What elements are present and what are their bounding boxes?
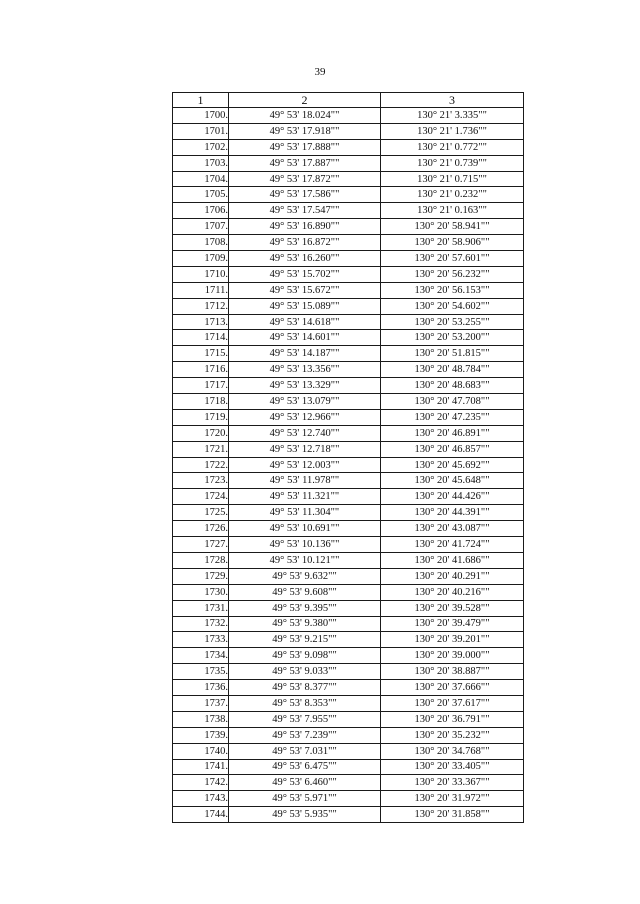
longitude-cell: 130° 20' 44.426""	[381, 489, 524, 505]
table-row	[173, 457, 524, 473]
latitude-cell: 49° 53' 10.136""	[229, 537, 381, 553]
point-number-cell: 1736.	[173, 680, 229, 696]
longitude-cell: 130° 20' 33.367""	[381, 775, 524, 791]
table-row	[173, 584, 524, 600]
point-number-cell: 1722.	[173, 457, 229, 473]
longitude-cell: 130° 20' 35.232""	[381, 727, 524, 743]
latitude-cell: 49° 53' 9.608""	[229, 584, 381, 600]
point-number-cell: 1725.	[173, 505, 229, 521]
table-row	[173, 123, 524, 139]
longitude-cell: 130° 20' 53.255""	[381, 314, 524, 330]
latitude-cell: 49° 53' 15.089""	[229, 298, 381, 314]
latitude-cell: 49° 53' 17.888""	[229, 139, 381, 155]
point-number-cell: 1702.	[173, 139, 229, 155]
table-row	[173, 711, 524, 727]
table-row	[173, 314, 524, 330]
table-header-row	[173, 93, 524, 108]
table-row	[173, 251, 524, 267]
point-number-cell: 1732.	[173, 616, 229, 632]
point-number-cell: 1726.	[173, 521, 229, 537]
table-row	[173, 394, 524, 410]
point-number-cell: 1711.	[173, 282, 229, 298]
point-number-cell: 1700.	[173, 108, 229, 124]
point-number-cell: 1742.	[173, 775, 229, 791]
table-row	[173, 552, 524, 568]
point-number-cell: 1739.	[173, 727, 229, 743]
point-number-cell: 1733.	[173, 632, 229, 648]
table-row	[173, 378, 524, 394]
longitude-cell: 130° 20' 39.201""	[381, 632, 524, 648]
point-number-cell: 1728.	[173, 552, 229, 568]
longitude-cell: 130° 21' 0.232""	[381, 187, 524, 203]
point-number-cell: 1719.	[173, 409, 229, 425]
latitude-cell: 49° 53' 17.872""	[229, 171, 381, 187]
latitude-cell: 49° 53' 10.121""	[229, 552, 381, 568]
latitude-cell: 49° 53' 15.702""	[229, 266, 381, 282]
table-body	[173, 108, 524, 823]
table-row	[173, 425, 524, 441]
latitude-cell: 49° 53' 13.356""	[229, 362, 381, 378]
longitude-cell: 130° 20' 33.405""	[381, 759, 524, 775]
latitude-cell: 49° 53' 9.098""	[229, 648, 381, 664]
latitude-cell: 49° 53' 5.935""	[229, 807, 381, 823]
latitude-cell: 49° 53' 9.632""	[229, 568, 381, 584]
table-row	[173, 743, 524, 759]
point-number-cell: 1707.	[173, 219, 229, 235]
latitude-cell: 49° 53' 12.718""	[229, 441, 381, 457]
latitude-cell: 49° 53' 12.740""	[229, 425, 381, 441]
table-row	[173, 282, 524, 298]
point-number-cell: 1712.	[173, 298, 229, 314]
latitude-cell: 49° 53' 9.380""	[229, 616, 381, 632]
latitude-cell: 49° 53' 7.239""	[229, 727, 381, 743]
latitude-cell: 49° 53' 11.978""	[229, 473, 381, 489]
latitude-cell: 49° 53' 6.460""	[229, 775, 381, 791]
point-number-cell: 1740.	[173, 743, 229, 759]
latitude-cell: 49° 53' 14.618""	[229, 314, 381, 330]
point-number-cell: 1729.	[173, 568, 229, 584]
latitude-cell: 49° 53' 18.024""	[229, 108, 381, 124]
longitude-cell: 130° 20' 58.941""	[381, 219, 524, 235]
point-number-cell: 1704.	[173, 171, 229, 187]
longitude-cell: 130° 20' 48.784""	[381, 362, 524, 378]
table-row	[173, 171, 524, 187]
column-header-longitude: 3	[381, 93, 524, 108]
point-number-cell: 1721.	[173, 441, 229, 457]
point-number-cell: 1710.	[173, 266, 229, 282]
longitude-cell: 130° 20' 45.692""	[381, 457, 524, 473]
latitude-cell: 49° 53' 17.918""	[229, 123, 381, 139]
point-number-cell: 1718.	[173, 394, 229, 410]
table-row	[173, 775, 524, 791]
longitude-cell: 130° 20' 51.815""	[381, 346, 524, 362]
latitude-cell: 49° 53' 9.215""	[229, 632, 381, 648]
longitude-cell: 130° 20' 53.200""	[381, 330, 524, 346]
point-number-cell: 1703.	[173, 155, 229, 171]
table-row	[173, 680, 524, 696]
point-number-cell: 1731.	[173, 600, 229, 616]
latitude-cell: 49° 53' 11.304""	[229, 505, 381, 521]
table-row	[173, 219, 524, 235]
point-number-cell: 1709.	[173, 251, 229, 267]
table-row	[173, 616, 524, 632]
longitude-cell: 130° 20' 39.000""	[381, 648, 524, 664]
point-number-cell: 1717.	[173, 378, 229, 394]
latitude-cell: 49° 53' 17.547""	[229, 203, 381, 219]
table-row	[173, 139, 524, 155]
latitude-cell: 49° 53' 12.966""	[229, 409, 381, 425]
table-row	[173, 346, 524, 362]
table-row	[173, 632, 524, 648]
longitude-cell: 130° 21' 0.163""	[381, 203, 524, 219]
point-number-cell: 1706.	[173, 203, 229, 219]
latitude-cell: 49° 53' 16.890""	[229, 219, 381, 235]
latitude-cell: 49° 53' 7.955""	[229, 711, 381, 727]
longitude-cell: 130° 20' 58.906""	[381, 235, 524, 251]
table-row	[173, 187, 524, 203]
point-number-cell: 1737.	[173, 695, 229, 711]
point-number-cell: 1705.	[173, 187, 229, 203]
latitude-cell: 49° 53' 9.033""	[229, 664, 381, 680]
table-row	[173, 727, 524, 743]
longitude-cell: 130° 20' 39.479""	[381, 616, 524, 632]
longitude-cell: 130° 21' 0.739""	[381, 155, 524, 171]
point-number-cell: 1735.	[173, 664, 229, 680]
latitude-cell: 49° 53' 9.395""	[229, 600, 381, 616]
longitude-cell: 130° 20' 31.972""	[381, 791, 524, 807]
table-row	[173, 600, 524, 616]
longitude-cell: 130° 20' 46.857""	[381, 441, 524, 457]
longitude-cell: 130° 21' 1.736""	[381, 123, 524, 139]
point-number-cell: 1716.	[173, 362, 229, 378]
latitude-cell: 49° 53' 14.601""	[229, 330, 381, 346]
point-number-cell: 1713.	[173, 314, 229, 330]
latitude-cell: 49° 53' 6.475""	[229, 759, 381, 775]
longitude-cell: 130° 21' 0.772""	[381, 139, 524, 155]
column-header-number: 1	[173, 93, 229, 108]
point-number-cell: 1723.	[173, 473, 229, 489]
table-row	[173, 203, 524, 219]
longitude-cell: 130° 20' 54.602""	[381, 298, 524, 314]
table-row	[173, 473, 524, 489]
table-row	[173, 362, 524, 378]
latitude-cell: 49° 53' 11.321""	[229, 489, 381, 505]
table-row	[173, 409, 524, 425]
point-number-cell: 1743.	[173, 791, 229, 807]
longitude-cell: 130° 20' 37.617""	[381, 695, 524, 711]
longitude-cell: 130° 20' 36.791""	[381, 711, 524, 727]
longitude-cell: 130° 20' 56.232""	[381, 266, 524, 282]
table-row	[173, 537, 524, 553]
longitude-cell: 130° 20' 44.391""	[381, 505, 524, 521]
table-row	[173, 807, 524, 823]
latitude-cell: 49° 53' 17.887""	[229, 155, 381, 171]
point-number-cell: 1715.	[173, 346, 229, 362]
latitude-cell: 49° 53' 7.031""	[229, 743, 381, 759]
longitude-cell: 130° 20' 41.724""	[381, 537, 524, 553]
table-row	[173, 695, 524, 711]
table-row	[173, 568, 524, 584]
longitude-cell: 130° 20' 57.601""	[381, 251, 524, 267]
longitude-cell: 130° 20' 38.887""	[381, 664, 524, 680]
table-row	[173, 266, 524, 282]
longitude-cell: 130° 20' 37.666""	[381, 680, 524, 696]
table-row	[173, 791, 524, 807]
longitude-cell: 130° 20' 56.153""	[381, 282, 524, 298]
table-row	[173, 664, 524, 680]
point-number-cell: 1738.	[173, 711, 229, 727]
table-row	[173, 330, 524, 346]
latitude-cell: 49° 53' 16.260""	[229, 251, 381, 267]
table-row	[173, 489, 524, 505]
latitude-cell: 49° 53' 5.971""	[229, 791, 381, 807]
table-row	[173, 648, 524, 664]
longitude-cell: 130° 20' 45.648""	[381, 473, 524, 489]
point-number-cell: 1714.	[173, 330, 229, 346]
latitude-cell: 49° 53' 17.586""	[229, 187, 381, 203]
latitude-cell: 49° 53' 14.187""	[229, 346, 381, 362]
longitude-cell: 130° 20' 47.235""	[381, 409, 524, 425]
point-number-cell: 1744.	[173, 807, 229, 823]
table-row	[173, 155, 524, 171]
table-row	[173, 108, 524, 124]
column-header-latitude: 2	[229, 93, 381, 108]
longitude-cell: 130° 20' 40.216""	[381, 584, 524, 600]
longitude-cell: 130° 20' 43.087""	[381, 521, 524, 537]
point-number-cell: 1701.	[173, 123, 229, 139]
latitude-cell: 49° 53' 13.079""	[229, 394, 381, 410]
point-number-cell: 1730.	[173, 584, 229, 600]
longitude-cell: 130° 20' 41.686""	[381, 552, 524, 568]
coordinates-table	[172, 92, 524, 823]
page-number: 39	[314, 66, 326, 78]
longitude-cell: 130° 20' 31.858""	[381, 807, 524, 823]
point-number-cell: 1720.	[173, 425, 229, 441]
table-row	[173, 505, 524, 521]
latitude-cell: 49° 53' 10.691""	[229, 521, 381, 537]
latitude-cell: 49° 53' 12.003""	[229, 457, 381, 473]
point-number-cell: 1727.	[173, 537, 229, 553]
latitude-cell: 49° 53' 16.872""	[229, 235, 381, 251]
latitude-cell: 49° 53' 8.353""	[229, 695, 381, 711]
longitude-cell: 130° 21' 3.335""	[381, 108, 524, 124]
point-number-cell: 1734.	[173, 648, 229, 664]
longitude-cell: 130° 20' 46.891""	[381, 425, 524, 441]
longitude-cell: 130° 20' 40.291""	[381, 568, 524, 584]
point-number-cell: 1708.	[173, 235, 229, 251]
table-row	[173, 298, 524, 314]
point-number-cell: 1724.	[173, 489, 229, 505]
table-row	[173, 521, 524, 537]
table-row	[173, 441, 524, 457]
longitude-cell: 130° 21' 0.715""	[381, 171, 524, 187]
latitude-cell: 49° 53' 15.672""	[229, 282, 381, 298]
longitude-cell: 130° 20' 47.708""	[381, 394, 524, 410]
table-row	[173, 235, 524, 251]
point-number-cell: 1741.	[173, 759, 229, 775]
longitude-cell: 130° 20' 34.768""	[381, 743, 524, 759]
latitude-cell: 49° 53' 8.377""	[229, 680, 381, 696]
longitude-cell: 130° 20' 48.683""	[381, 378, 524, 394]
table-row	[173, 759, 524, 775]
longitude-cell: 130° 20' 39.528""	[381, 600, 524, 616]
latitude-cell: 49° 53' 13.329""	[229, 378, 381, 394]
